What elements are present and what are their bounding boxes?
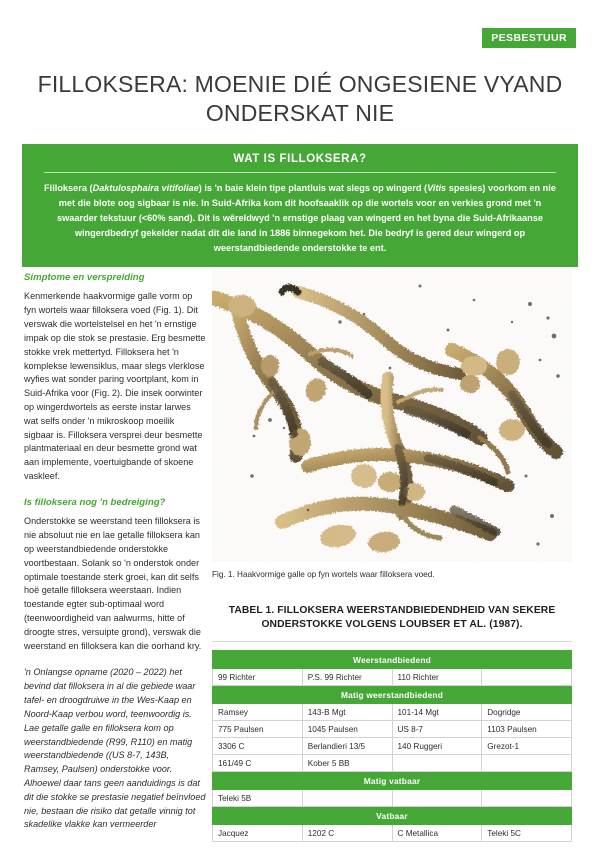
- table-cell: 143-B Mgt: [302, 703, 392, 720]
- table-row: [213, 737, 572, 754]
- table-cell: 1103 Paulsen: [482, 720, 572, 737]
- table-cell: [302, 789, 392, 806]
- table-cell: 1045 Paulsen: [302, 720, 392, 737]
- figure-1: [212, 270, 572, 580]
- table-cell: 775 Paulsen: [213, 720, 303, 737]
- table-cell: Teleki 5B: [213, 789, 303, 806]
- callout-text-part2: ) is 'n baie klein tipe plantluis wat slegs op wingerd (: [198, 183, 428, 193]
- table-cell: 140 Ruggeri: [392, 737, 482, 754]
- table-group-header-row: [213, 685, 572, 703]
- table-cell: Berlandieri 13/5: [302, 737, 392, 754]
- section-heading-threat: Is filloksera nog 'n bedreiging?: [24, 496, 166, 508]
- category-tag-container: [482, 28, 576, 48]
- callout-genus-name: Vitis: [427, 183, 447, 193]
- table-cell: Jacquez: [213, 824, 303, 841]
- table-cell: [392, 789, 482, 806]
- table-cell: 161/49 C: [213, 754, 303, 771]
- table-cell: Grezot-1: [482, 737, 572, 754]
- table-cell: [482, 789, 572, 806]
- closing-paragraph: 'n Onlangse opname (2020 – 2022) het bevind dat filloksera in al die gebiede waar tafel- en droogdruiwe in the Wes-Kaap en Noord-Kaap verbou word, teenwoordig is. Lae getalle galle en filloksera kom op weerstandbiedende (R99, R110) en matig weerstandbiedende ((US 8-7, 143B, Ramsey, Paulsen) onderstokke voor. Alhoewel daar tans geen aanduidings is dat dit die stokke se prestasie negatief beïnvloed nie, bestaan die risiko dat getalle vinnig tot skadelike vlakke kan vermeerder: [24, 667, 206, 830]
- callout-text-part1: Filloksera (: [44, 183, 93, 193]
- callout-text-part3: spesies) voorkom en nie met die blote oog sigbaar is nie. In Suid-Afrika kom dit hoofsaaklik op die wortels voor en verkies grond met 'n swaarder tekstuur (<60% sand). Dit is wêreldwyd 'n ernstige plaag van wingerd en het byna die Suid-Afrikaanse wingerdbedryf gekelder nadat dit die land in 1886 binnegekom het. Die bedryf is gered deur wingerd op weerstandbiedende onderstokke te ent.: [57, 183, 556, 253]
- table-row: [213, 754, 572, 771]
- group-label: Matig vatbaar: [213, 771, 572, 789]
- category-tag: PESBESTUUR: [482, 28, 576, 48]
- table-cell: Teleki 5C: [482, 824, 572, 841]
- section-body-symptoms: Kenmerkende haakvormige galle vorm op fyn wortels waar filloksera voed (Fig. 1). Dit verswak die wortelstelsel en het 'n ernstige impak op die stok se prestasie. Erg besmette stokke vrek mettertyd. Filloksera het 'n komplekse lewensiklus, maar slegs vlerklose wyfies wat sonder paring voortplant, kom in Suid-Afrika voor (Fig. 2). Die insek oorwinter op wingerdwortels as eerste instar larwes wat selfs onder 'n mikroskoop moeilik sigbaar is. Filloksera versprei deur besmette plantmateriaal en deur besmette grond wat aan implemente, voertuigbande of skoene vaskleef.: [24, 291, 206, 482]
- table-cell: US 8-7: [392, 720, 482, 737]
- table-title: TABEL 1. FILLOKSERA WEERSTANDBIEDENDHEID VAN SEKERE ONDERSTOKKE VOLGENS LOUBSER ET AL. (1987).: [212, 604, 572, 642]
- group-label: Vatbaar: [213, 806, 572, 824]
- table-cell: 101-14 Mgt: [392, 703, 482, 720]
- section-body-threat: Onderstokke se weerstand teen filloksera is nie absoluut nie en lae getalle filloksera kan op weerstandbiedende onderstokke voortbestaan. Solank so 'n onderstok onder optimale toestande sterk groei, kan dit selfs hoë getalle filloksera weerstaan. Indien toestande egter sub-optimaal word (teenwoordigheid van aalwurms, hitte of droogte stres, versuipte grond), verswak die weerstand en filloksera kan die oorhand kry.: [24, 516, 202, 651]
- table-row: [213, 703, 572, 720]
- page-title: FILLOKSERA: MOENIE DIÉ ONGESIENE VYAND ONDERSKAT NIE: [37, 71, 563, 127]
- table-cell: Dogridge: [482, 703, 572, 720]
- rootstock-resistance-table-block: [212, 604, 572, 842]
- section-heading-symptoms: Simptome en verspreiding: [24, 272, 145, 283]
- table-body: [213, 650, 572, 841]
- figure-caption: Fig. 1. Haakvormige galle op fyn wortels waar filloksera voed.: [212, 570, 435, 579]
- rootstock-resistance-table: [212, 650, 572, 842]
- group-label: Weerstandbiedend: [213, 650, 572, 668]
- callout-species-name: Daktulosphaira vitifoliae: [92, 183, 199, 193]
- table-row: [213, 720, 572, 737]
- table-cell: [392, 754, 482, 771]
- table-cell: 1202 C: [302, 824, 392, 841]
- table-cell: Ramsey: [213, 703, 303, 720]
- table-cell: Kober 5 BB: [302, 754, 392, 771]
- what-is-filloksera-callout: [22, 144, 578, 267]
- table-group-header-row: [213, 806, 572, 824]
- table-cell: 3306 C: [213, 737, 303, 754]
- table-cell: 99 Richter: [213, 668, 303, 685]
- table-group-header-row: [213, 650, 572, 668]
- table-cell: 110 Richter: [392, 668, 482, 685]
- table-row: [213, 668, 572, 685]
- left-text-column: [24, 272, 206, 845]
- table-cell: C Metallica: [392, 824, 482, 841]
- table-cell: [482, 754, 572, 771]
- table-row: [213, 824, 572, 841]
- root-gall-photo: [212, 270, 572, 562]
- table-cell: P.S. 99 Richter: [302, 668, 392, 685]
- callout-body: [36, 181, 564, 256]
- table-row: [213, 789, 572, 806]
- group-label: Matig weerstandbiedend: [213, 685, 572, 703]
- table-group-header-row: [213, 771, 572, 789]
- table-cell: [482, 668, 572, 685]
- callout-title: WAT IS FILLOKSERA?: [44, 153, 556, 173]
